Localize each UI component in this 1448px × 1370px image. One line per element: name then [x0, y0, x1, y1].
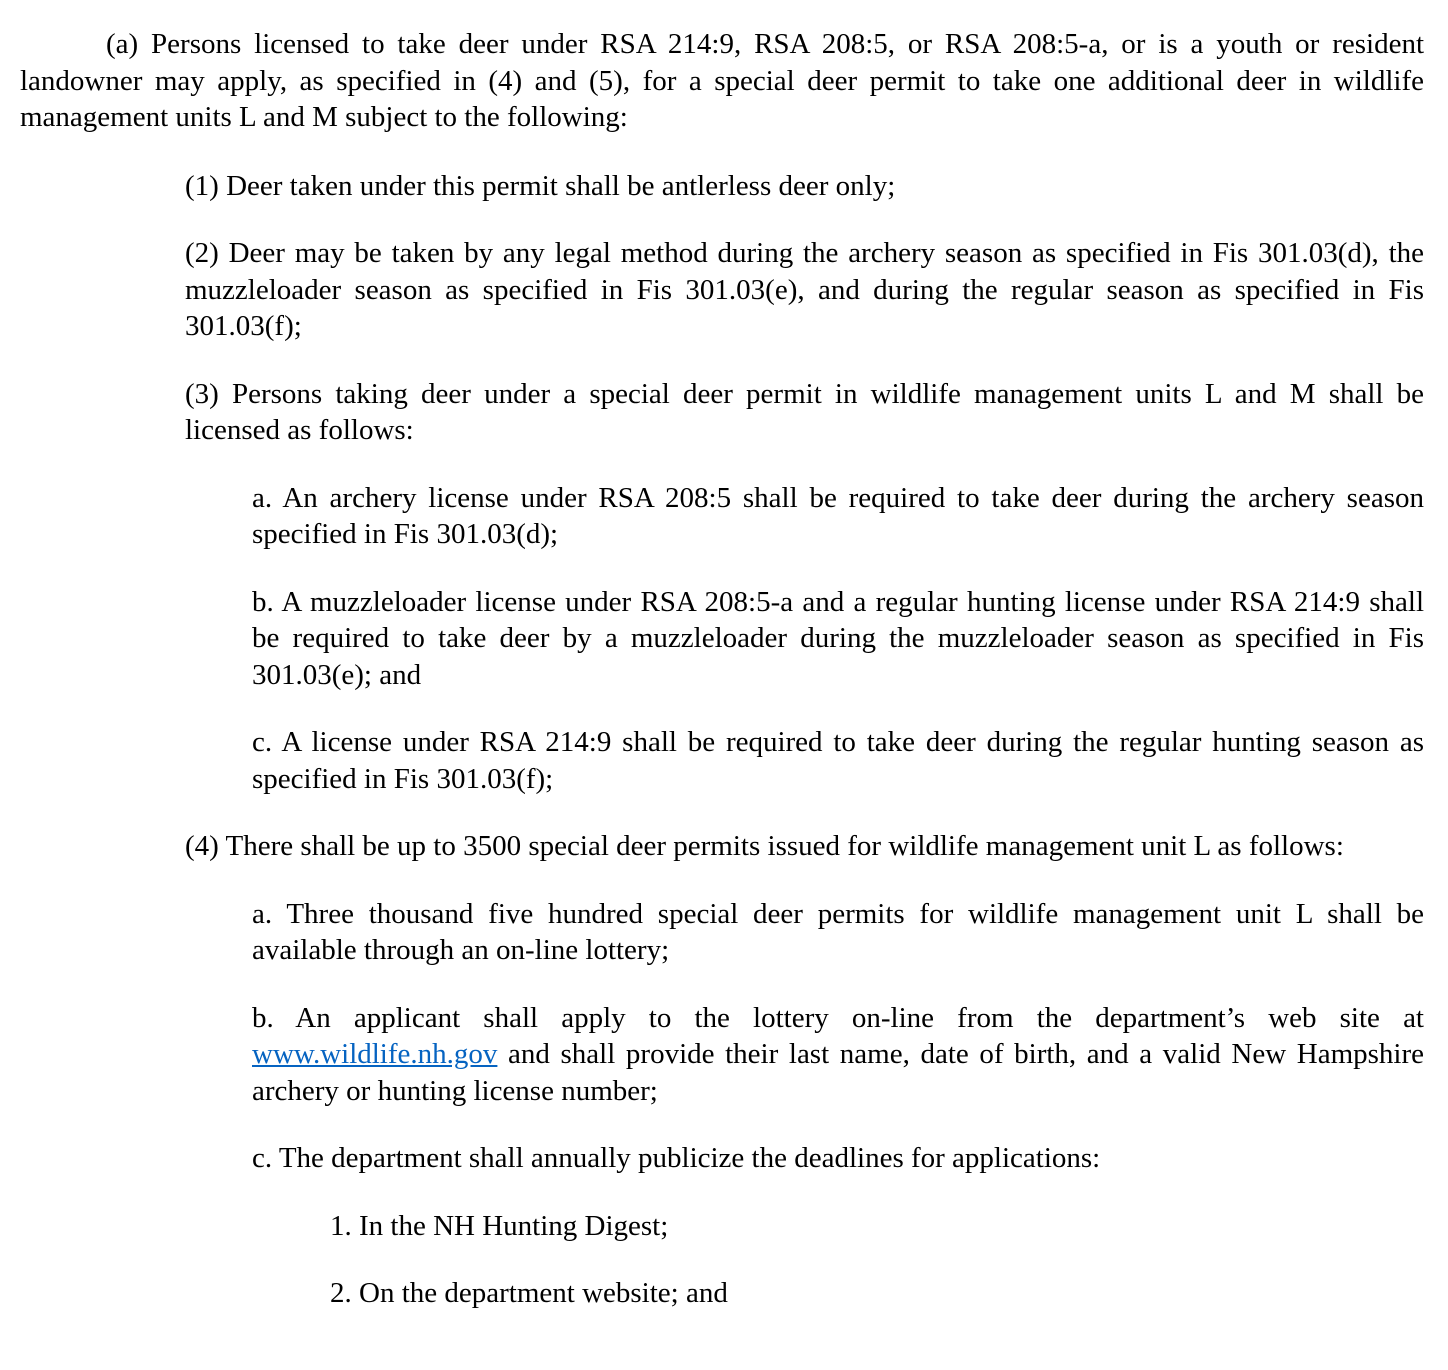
item-4b-text-after: and shall provide their last name, date of birth, and a valid New Hampshire archery or hunting license number;: [252, 1038, 1424, 1107]
item-4b-text-before: b. An applicant shall apply to the lottery on-line from the department’s web site at: [252, 1001, 1424, 1034]
item-2-legal-method: (2) Deer may be taken by any legal method during the archery season as specified in Fis 301.03(d), the muzzleloader season as specified in Fis 301.03(e), and during the regular season as specified in Fis 301.03(f);: [185, 237, 1424, 342]
wildlife-website-link[interactable]: www.wildlife.nh.gov: [252, 1038, 498, 1070]
item-4b-application: [252, 1000, 1424, 1110]
item-3a-archery-license: a. An archery license under RSA 208:5 shall be required to take deer during the archery season specified in Fis 301.03(d);: [252, 481, 1424, 550]
item-3c-regular-license: c. A license under RSA 214:9 shall be required to take deer during the regular hunting season as specified in Fis 301.03(f);: [252, 726, 1424, 795]
item-4c2-department-website: 2. On the department website; and: [330, 1277, 728, 1309]
item-3b-muzzleloader-license: b. A muzzleloader license under RSA 208:5-a and a regular hunting license under RSA 214:9 shall be required to take deer by a muzzleloader during the muzzleloader season as specified in Fis 301.03(e); and: [252, 585, 1424, 691]
item-4c1-hunting-digest: 1. In the NH Hunting Digest;: [330, 1209, 669, 1242]
item-4a-online-lottery: a. Three thousand five hundred special deer permits for wildlife management unit L shall be available through an on-line lottery;: [252, 897, 1424, 966]
item-4c-publicize-deadlines: c. The department shall annually publicize the deadlines for applications:: [252, 1142, 1101, 1174]
document-page: [20, 26, 1424, 1343]
item-1-antlerless: (1) Deer taken under this permit shall be antlerless deer only;: [185, 169, 896, 202]
item-3-licensing: (3) Persons taking deer under a special deer permit in wildlife management units L and M shall be licensed as follows:: [185, 377, 1424, 446]
item-4-permit-count: (4) There shall be up to 3500 special deer permits issued for wildlife management unit L as follows:: [185, 830, 1344, 862]
paragraph-a-intro: (a) Persons licensed to take deer under RSA 214:9, RSA 208:5, or RSA 208:5-a, or is a youth or resident landowner may apply, as specified in (4) and (5), for a special deer permit to take one additional deer in wildlife management units L and M subject to the following:: [20, 28, 1424, 133]
